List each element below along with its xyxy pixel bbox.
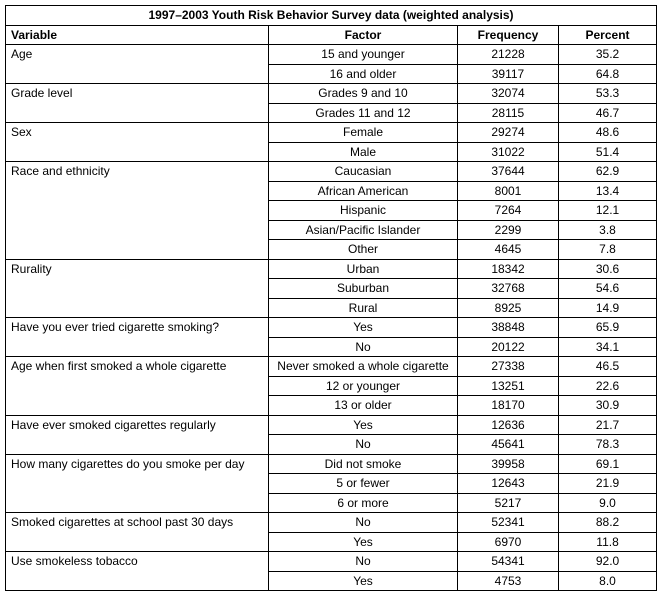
frequency-cell: 2299 bbox=[458, 220, 559, 240]
factor-cell: No bbox=[269, 435, 458, 455]
frequency-cell: 38848 bbox=[458, 318, 559, 338]
percent-cell: 34.1 bbox=[559, 337, 657, 357]
variable-cell: Age when first smoked a whole cigarette bbox=[6, 357, 269, 416]
factor-cell: 6 or more bbox=[269, 493, 458, 513]
table-row bbox=[6, 318, 657, 338]
frequency-cell: 8925 bbox=[458, 298, 559, 318]
variable-cell: Use smokeless tobacco bbox=[6, 552, 269, 591]
factor-cell: African American bbox=[269, 181, 458, 201]
factor-cell: Grades 9 and 10 bbox=[269, 84, 458, 104]
variable-cell: Sex bbox=[6, 123, 269, 162]
frequency-cell: 52341 bbox=[458, 513, 559, 533]
factor-cell: Grades 11 and 12 bbox=[269, 103, 458, 123]
column-header-row bbox=[6, 25, 657, 45]
frequency-cell: 32768 bbox=[458, 279, 559, 299]
frequency-cell: 20122 bbox=[458, 337, 559, 357]
table-title: 1997–2003 Youth Risk Behavior Survey data (weighted analysis) bbox=[6, 6, 657, 26]
table-row bbox=[6, 357, 657, 377]
table-row bbox=[6, 415, 657, 435]
table-row bbox=[6, 45, 657, 65]
factor-cell: Yes bbox=[269, 532, 458, 552]
factor-cell: Rural bbox=[269, 298, 458, 318]
column-header-variable: Variable bbox=[6, 25, 269, 45]
percent-cell: 8.0 bbox=[559, 571, 657, 591]
percent-cell: 78.3 bbox=[559, 435, 657, 455]
percent-cell: 62.9 bbox=[559, 162, 657, 182]
factor-cell: No bbox=[269, 552, 458, 572]
percent-cell: 30.6 bbox=[559, 259, 657, 279]
frequency-cell: 12636 bbox=[458, 415, 559, 435]
percent-cell: 65.9 bbox=[559, 318, 657, 338]
factor-cell: 12 or younger bbox=[269, 376, 458, 396]
table-row bbox=[6, 454, 657, 474]
percent-cell: 64.8 bbox=[559, 64, 657, 84]
percent-cell: 51.4 bbox=[559, 142, 657, 162]
frequency-cell: 5217 bbox=[458, 493, 559, 513]
percent-cell: 7.8 bbox=[559, 240, 657, 260]
table-body bbox=[6, 45, 657, 591]
percent-cell: 14.9 bbox=[559, 298, 657, 318]
factor-cell: 13 or older bbox=[269, 396, 458, 416]
frequency-cell: 28115 bbox=[458, 103, 559, 123]
percent-cell: 22.6 bbox=[559, 376, 657, 396]
survey-table bbox=[5, 5, 657, 591]
table-row bbox=[6, 513, 657, 533]
factor-cell: Urban bbox=[269, 259, 458, 279]
percent-cell: 9.0 bbox=[559, 493, 657, 513]
factor-cell: 5 or fewer bbox=[269, 474, 458, 494]
frequency-cell: 39958 bbox=[458, 454, 559, 474]
variable-cell: Have ever smoked cigarettes regularly bbox=[6, 415, 269, 454]
percent-cell: 46.5 bbox=[559, 357, 657, 377]
variable-cell: Race and ethnicity bbox=[6, 162, 269, 260]
table-row bbox=[6, 552, 657, 572]
table-title-row bbox=[6, 6, 657, 26]
frequency-cell: 12643 bbox=[458, 474, 559, 494]
percent-cell: 21.7 bbox=[559, 415, 657, 435]
factor-cell: Asian/Pacific Islander bbox=[269, 220, 458, 240]
percent-cell: 88.2 bbox=[559, 513, 657, 533]
factor-cell: Other bbox=[269, 240, 458, 260]
table-row bbox=[6, 123, 657, 143]
variable-cell: Grade level bbox=[6, 84, 269, 123]
frequency-cell: 27338 bbox=[458, 357, 559, 377]
factor-cell: Yes bbox=[269, 415, 458, 435]
frequency-cell: 29274 bbox=[458, 123, 559, 143]
percent-cell: 30.9 bbox=[559, 396, 657, 416]
frequency-cell: 37644 bbox=[458, 162, 559, 182]
factor-cell: Yes bbox=[269, 318, 458, 338]
factor-cell: Yes bbox=[269, 571, 458, 591]
factor-cell: Female bbox=[269, 123, 458, 143]
percent-cell: 11.8 bbox=[559, 532, 657, 552]
factor-cell: Did not smoke bbox=[269, 454, 458, 474]
column-header-factor: Factor bbox=[269, 25, 458, 45]
table-row bbox=[6, 84, 657, 104]
table-row bbox=[6, 259, 657, 279]
percent-cell: 92.0 bbox=[559, 552, 657, 572]
frequency-cell: 7264 bbox=[458, 201, 559, 221]
percent-cell: 3.8 bbox=[559, 220, 657, 240]
percent-cell: 21.9 bbox=[559, 474, 657, 494]
variable-cell: How many cigarettes do you smoke per day bbox=[6, 454, 269, 513]
factor-cell: Hispanic bbox=[269, 201, 458, 221]
frequency-cell: 39117 bbox=[458, 64, 559, 84]
percent-cell: 53.3 bbox=[559, 84, 657, 104]
variable-cell: Smoked cigarettes at school past 30 days bbox=[6, 513, 269, 552]
percent-cell: 13.4 bbox=[559, 181, 657, 201]
table-row bbox=[6, 162, 657, 182]
percent-cell: 48.6 bbox=[559, 123, 657, 143]
factor-cell: 15 and younger bbox=[269, 45, 458, 65]
percent-cell: 69.1 bbox=[559, 454, 657, 474]
frequency-cell: 32074 bbox=[458, 84, 559, 104]
frequency-cell: 31022 bbox=[458, 142, 559, 162]
percent-cell: 46.7 bbox=[559, 103, 657, 123]
factor-cell: Suburban bbox=[269, 279, 458, 299]
factor-cell: No bbox=[269, 513, 458, 533]
variable-cell: Age bbox=[6, 45, 269, 84]
column-header-frequency: Frequency bbox=[458, 25, 559, 45]
factor-cell: Caucasian bbox=[269, 162, 458, 182]
percent-cell: 35.2 bbox=[559, 45, 657, 65]
factor-cell: No bbox=[269, 337, 458, 357]
frequency-cell: 13251 bbox=[458, 376, 559, 396]
frequency-cell: 18170 bbox=[458, 396, 559, 416]
column-header-percent: Percent bbox=[559, 25, 657, 45]
frequency-cell: 21228 bbox=[458, 45, 559, 65]
frequency-cell: 54341 bbox=[458, 552, 559, 572]
survey-table-container bbox=[5, 5, 657, 591]
frequency-cell: 6970 bbox=[458, 532, 559, 552]
percent-cell: 54.6 bbox=[559, 279, 657, 299]
percent-cell: 12.1 bbox=[559, 201, 657, 221]
frequency-cell: 8001 bbox=[458, 181, 559, 201]
frequency-cell: 18342 bbox=[458, 259, 559, 279]
frequency-cell: 4645 bbox=[458, 240, 559, 260]
factor-cell: Never smoked a whole cigarette bbox=[269, 357, 458, 377]
variable-cell: Rurality bbox=[6, 259, 269, 318]
frequency-cell: 45641 bbox=[458, 435, 559, 455]
factor-cell: 16 and older bbox=[269, 64, 458, 84]
frequency-cell: 4753 bbox=[458, 571, 559, 591]
variable-cell: Have you ever tried cigarette smoking? bbox=[6, 318, 269, 357]
factor-cell: Male bbox=[269, 142, 458, 162]
